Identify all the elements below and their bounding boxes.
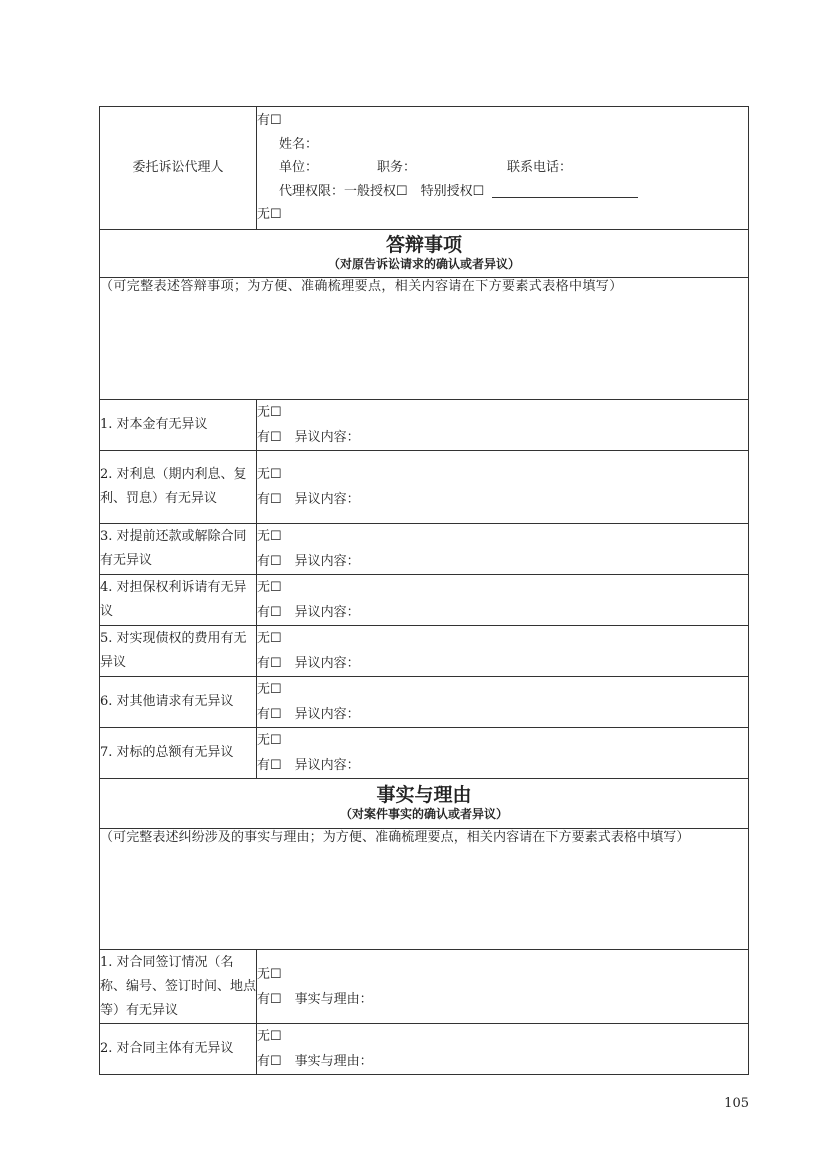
section1-note[interactable]: （可完整表述答辩事项；为方便、准确梳理要点，相关内容请在下方要素式表格中填写） (100, 278, 749, 400)
option-yes[interactable]: 有☐ 异议内容： (257, 492, 360, 507)
option-yes[interactable]: 有☐ 异议内容： (257, 758, 360, 773)
option-yes[interactable]: 有☐ 异议内容： (257, 707, 360, 722)
option-none[interactable]: 无☐ (257, 467, 282, 482)
agent-authority-options[interactable]: 代理权限：一般授权☐ 特别授权☐ (279, 183, 485, 199)
option-yes[interactable]: 有☐ 事实与理由： (257, 991, 373, 1007)
item-label: 1. 对合同签订情况（名称、编号、签订时间、地点等）有无异议 (100, 950, 257, 1024)
item-label: 1. 对本金有无异议 (100, 400, 257, 451)
item2-row (100, 451, 749, 524)
section2-subtitle: （对案件事实的确认或者异议） (339, 807, 508, 821)
item-label: 6. 对其他请求有无异议 (100, 677, 257, 728)
agent-unit-field[interactable]: 单位： (279, 160, 319, 176)
section1-header (100, 230, 749, 278)
section1-subtitle: （对原告诉讼请求的确认或者异议） (327, 257, 520, 271)
item-label: 2. 对合同主体有无异议 (100, 1024, 257, 1075)
item-label: 7. 对标的总额有无异议 (100, 728, 257, 779)
agent-label: 委托诉讼代理人 (100, 107, 257, 230)
option-none[interactable]: 无☐ (257, 405, 282, 420)
option-none[interactable]: 无☐ (257, 682, 282, 697)
agent-unit-row (257, 156, 748, 180)
agent-none-option[interactable]: 无☐ (257, 207, 282, 223)
section2-header (100, 779, 749, 829)
section2-title: 事实与理由 (376, 784, 472, 806)
option-none[interactable]: 无☐ (257, 966, 282, 982)
item4-row (100, 575, 749, 626)
authority-blank-line[interactable] (492, 185, 638, 198)
option-none[interactable]: 无☐ (257, 580, 282, 595)
item6-row (100, 677, 749, 728)
page-number: 105 (724, 1096, 749, 1111)
defense-form-table (99, 106, 749, 1075)
option-none[interactable]: 无☐ (257, 1029, 282, 1044)
item-label: 2. 对利息（期内利息、复利、罚息）有无异议 (100, 451, 257, 524)
section1-note-row (100, 278, 749, 400)
item7-row (100, 728, 749, 779)
item-label: 3. 对提前还款或解除合同有无异议 (100, 524, 257, 575)
item-label: 4. 对担保权利诉请有无异议 (100, 575, 257, 626)
option-none[interactable]: 无☐ (257, 631, 282, 646)
option-yes[interactable]: 有☐ 异议内容： (257, 656, 360, 671)
option-none[interactable]: 无☐ (257, 733, 282, 748)
section1-title: 答辩事项 (385, 234, 462, 256)
fact2-row (100, 1024, 749, 1075)
option-yes[interactable]: 有☐ 异议内容： (257, 605, 360, 620)
section2-note-row (100, 829, 749, 950)
option-yes[interactable]: 有☐ 异议内容： (257, 554, 360, 569)
option-yes[interactable]: 有☐ 异议内容： (257, 430, 360, 445)
agent-fields (257, 107, 749, 230)
option-yes[interactable]: 有☐ 事实与理由： (257, 1054, 373, 1069)
agent-name-field[interactable]: 姓名： (279, 136, 319, 152)
item-label: 5. 对实现债权的费用有无异议 (100, 626, 257, 677)
item3-row (100, 524, 749, 575)
section2-note[interactable]: （可完整表述纠纷涉及的事实与理由；为方便、准确梳理要点，相关内容请在下方要素式表格中填写） (100, 829, 749, 950)
agent-has-option[interactable]: 有☐ (257, 113, 282, 129)
agent-position-field[interactable]: 职务： (377, 160, 417, 176)
fact1-row (100, 950, 749, 1024)
option-none[interactable]: 无☐ (257, 529, 282, 544)
item5-row (100, 626, 749, 677)
agent-row (100, 107, 749, 230)
agent-authority-row (257, 180, 748, 204)
section1-header-row (100, 230, 749, 278)
section2-header-row (100, 779, 749, 829)
item1-row (100, 400, 749, 451)
agent-phone-field[interactable]: 联系电话： (507, 160, 573, 176)
